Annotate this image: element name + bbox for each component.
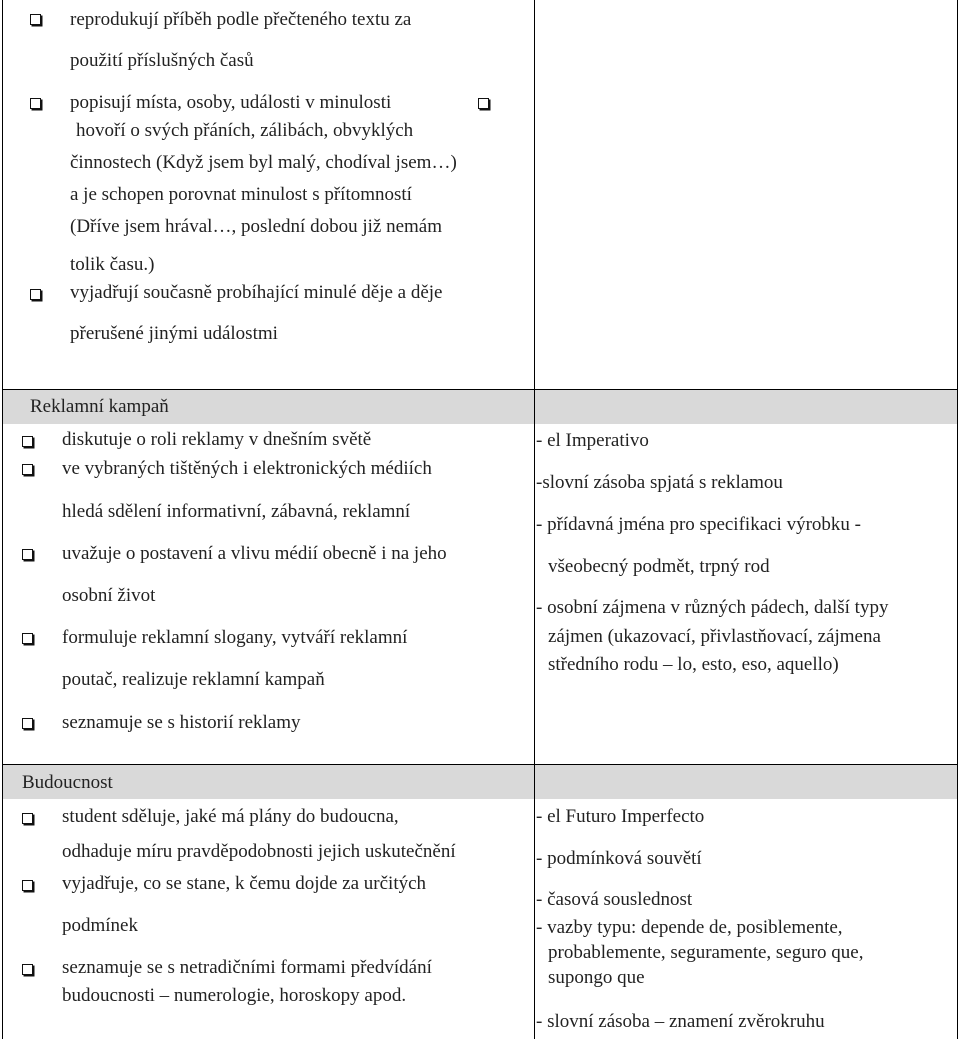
budoucnost-right-5: probablemente, seguramente, seguro que,: [548, 942, 864, 963]
top-line-5: činnostech (Když jsem byl malý, chodíval jsem…): [70, 152, 457, 173]
top-line-10: přerušené jinými událostmi: [70, 323, 278, 344]
reklama-left-1: diskutuje o roli reklamy v dnešním světě: [62, 429, 372, 450]
budoucnost-left-6: budoucnosti – numerologie, horoskopy apod.: [62, 985, 407, 1006]
top-line-3: popisují místa, osoby, události v minulosti: [70, 92, 392, 113]
reklama-right-4: všeobecný podmět, trpný rod: [548, 556, 770, 577]
top-line-7: (Dříve jsem hrával…, poslední dobou již nemám: [70, 216, 442, 237]
column-divider: [534, 0, 535, 1039]
checkbox-bullet-icon: [22, 549, 33, 560]
table-border-left: [2, 0, 3, 1039]
table-border-right: [957, 0, 958, 1039]
checkbox-bullet-icon: [22, 718, 33, 729]
checkbox-bullet-icon: [30, 289, 41, 300]
row-divider-2: [2, 764, 958, 765]
budoucnost-heading-shade: [3, 765, 958, 799]
budoucnost-heading: Budoucnost: [22, 772, 113, 793]
budoucnost-right-6: supongo que: [548, 967, 645, 988]
reklama-left-7: poutač, realizuje reklamní kampaň: [62, 669, 325, 690]
reklama-right-3: - přídavná jména pro specifikaci výrobku -: [536, 514, 861, 535]
top-line-6: a je schopen porovnat minulost s přítomností: [70, 184, 412, 205]
checkbox-bullet-icon: [22, 813, 33, 824]
top-line-8: tolik času.): [70, 254, 155, 275]
reklama-right-2: -slovní zásoba spjatá s reklamou: [536, 472, 783, 493]
top-line-2: použití příslušných časů: [70, 50, 254, 71]
checkbox-bullet-icon: [22, 633, 33, 644]
reklama-left-6: formuluje reklamní slogany, vytváří reklamní: [62, 627, 408, 648]
budoucnost-right-2: - podmínková souvětí: [536, 848, 702, 869]
reklama-right-5: - osobní zájmena v různých pádech, další typy: [536, 597, 889, 618]
reklama-right-6: zájmen (ukazovací, přivlastňovací, zájmena: [548, 626, 881, 647]
checkbox-bullet-icon: [22, 880, 33, 891]
checkbox-bullet-icon: [30, 98, 41, 109]
reklama-right-1: - el Imperativo: [536, 430, 649, 451]
reklama-heading: Reklamní kampaň: [30, 396, 169, 417]
reklama-left-3: hledá sdělení informativní, zábavná, reklamní: [62, 501, 411, 522]
budoucnost-left-1: student sděluje, jaké má plány do budoucna,: [62, 806, 399, 827]
checkbox-bullet-icon: [478, 98, 489, 109]
top-line-9: vyjadřují současně probíhající minulé děje a děje: [70, 282, 443, 303]
budoucnost-left-2: odhaduje míru pravděpodobnosti jejich uskutečnění: [62, 841, 456, 862]
top-line-4: hovoří o svých přáních, zálibách, obvyklých: [76, 120, 414, 141]
reklama-left-8: seznamuje se s historií reklamy: [62, 712, 301, 733]
budoucnost-right-3: - časová souslednost: [536, 889, 693, 910]
budoucnost-left-3: vyjadřuje, co se stane, k čemu dojde za určitých: [62, 873, 427, 894]
checkbox-bullet-icon: [22, 464, 33, 475]
budoucnost-right-1: - el Futuro Imperfecto: [536, 806, 705, 827]
reklama-left-5: osobní život: [62, 585, 156, 606]
budoucnost-right-7: - slovní zásoba – znamení zvěrokruhu: [536, 1011, 825, 1032]
budoucnost-left-5: seznamuje se s netradičními formami předvídání: [62, 957, 432, 978]
reklama-left-4: uvažuje o postavení a vlivu médií obecně i na jeho: [62, 543, 447, 564]
budoucnost-right-4: - vazby typu: depende de, posiblemente,: [536, 917, 843, 938]
checkbox-bullet-icon: [22, 436, 33, 447]
checkbox-bullet-icon: [22, 964, 33, 975]
row-divider-1: [2, 389, 958, 390]
reklama-right-7: středního rodu – lo, esto, eso, aquello): [548, 654, 839, 675]
reklama-left-2: ve vybraných tištěných i elektronických médiích: [62, 458, 432, 479]
budoucnost-left-4: podmínek: [62, 915, 138, 936]
checkbox-bullet-icon: [30, 14, 41, 25]
top-line-1: reprodukují příběh podle přečteného textu za: [70, 9, 412, 30]
